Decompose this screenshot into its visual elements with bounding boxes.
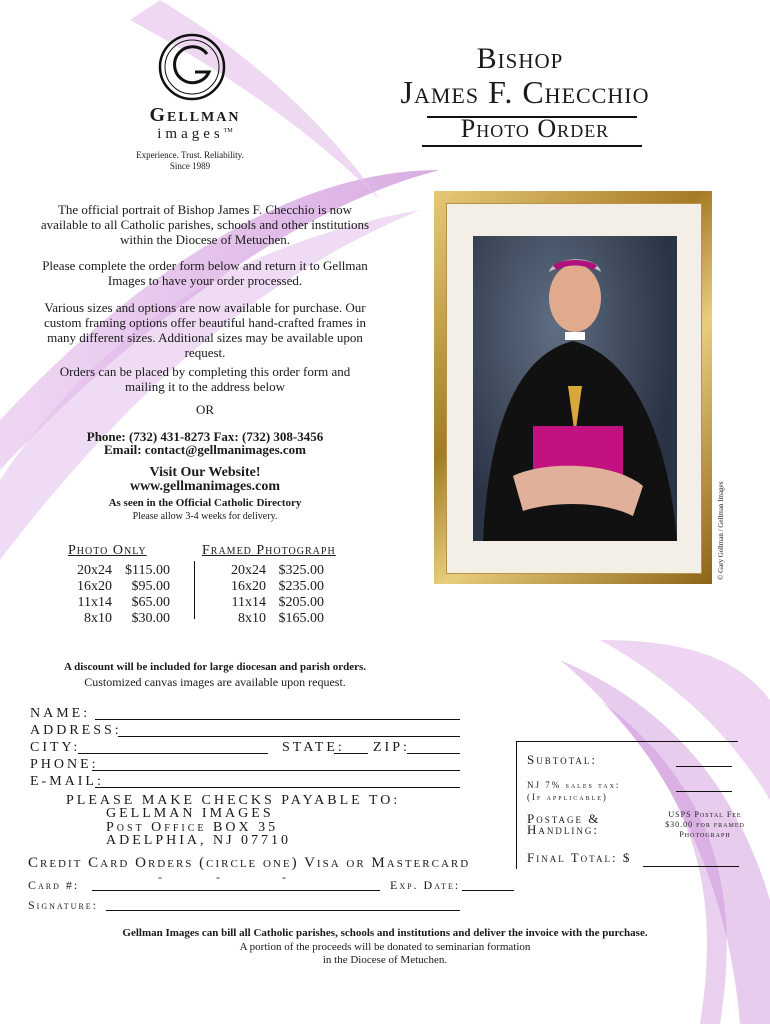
seen-in-directory: As seen in the Official Catholic Directory [108,497,302,509]
footer-billing: Gellman Images can bill all Catholic parishes, schools and institutions and deliver the invoice with the purchase. [122,927,648,939]
address-label: ADDRESS: [30,723,122,738]
price-size: 8x10 [84,611,112,626]
final-total-text: Final Total: [527,850,618,865]
gellman-logo [157,32,227,102]
title-line3: Photo Order [460,114,610,143]
postage-label-2: Handling: [527,822,599,837]
checks-payable-label: PLEASE MAKE CHECKS PAYABLE TO: [66,793,401,808]
payee-city: ADELPHIA, NJ 07710 [106,833,292,848]
subtotal-field[interactable] [676,752,732,767]
discount-note: A discount will be included for large diocesan and parish orders. [63,661,367,673]
city-field[interactable] [78,739,268,754]
title-rule-bottom [422,145,642,147]
bishop-portrait [473,236,677,541]
footer-donation-1: A portion of the proceeds will be donated to seminarian formation [239,941,531,953]
city-label: CITY: [30,740,81,755]
email-label: E-MAIL: [30,774,104,789]
photo-only-header: Photo Only [68,543,147,558]
tax-field[interactable] [676,777,732,792]
price-size: 16x20 [77,579,112,594]
usps-note-2: $30.00 for framed [665,820,745,829]
price-row [66,579,176,595]
portrait-frame [434,191,712,584]
card-dash-1: - [158,870,162,884]
title-line1: Bishop [476,42,564,75]
card-dash-3: - [282,870,286,884]
card-number-field[interactable] [92,876,380,891]
brand-sub: images™ [157,126,233,142]
payee-po-box: Post Office BOX 35 [106,820,279,835]
framed-prices [214,563,334,627]
intro-or: OR [195,402,215,417]
usps-note [650,810,760,840]
price-value: $95.00 [131,579,170,594]
phone-label: PHONE: [30,757,99,772]
price-size: 16x20 [231,579,266,594]
currency-symbol: $ [622,850,632,865]
tax-note: (If applicable) [527,792,608,802]
payee-name: GELLMAN IMAGES [106,806,274,821]
brand-since: Since 1989 [169,161,211,171]
price-row [214,611,334,627]
price-row [214,579,334,595]
visit-website: Visit Our Website! [149,465,261,480]
photo-credit: © Gary Gellman / Gellman Images [717,481,725,580]
price-value: $205.00 [278,595,324,610]
photo-only-prices [66,563,176,627]
price-value: $30.00 [131,611,170,626]
price-value: $165.00 [278,611,324,626]
price-row [66,563,176,579]
portrait-mat [446,203,702,574]
price-value: $115.00 [125,563,170,578]
price-value: $235.00 [278,579,324,594]
exp-date-field[interactable] [462,876,514,891]
subtotal-label: Subtotal: [527,752,597,767]
price-value: $325.00 [278,563,324,578]
price-size: 11x14 [231,595,266,610]
address-field[interactable] [118,722,460,737]
signature-field[interactable] [106,896,460,911]
price-row [214,563,334,579]
intro-p2: Please complete the order form below and return it to Gellman Images to have your order processed. [42,258,368,288]
zip-field[interactable] [407,739,460,754]
usps-note-3: Photograph [679,830,731,839]
card-dash-2: - [216,870,220,884]
intro-p3: Various sizes and options are now available for purchase. Our custom framing options offer beautiful hand-crafted frames in many different sizes. Additional sizes may be available upon request. [43,300,367,360]
totals-rule [516,741,738,742]
framed-header: Framed Photograph [202,543,336,558]
footer-donation-2: in the Diocese of Metuchen. [322,954,448,966]
credit-card-label: Credit Card Orders (circle one) Visa or Mastercard [28,855,471,871]
canvas-note: Customized canvas images are available upon request. [84,675,346,689]
name-field[interactable] [95,705,460,720]
website-link[interactable]: www.gellmanimages.com [129,479,281,494]
title-line2: James F. Checchio [400,74,650,110]
price-row [66,611,176,627]
final-total-label [527,850,631,866]
postage-label-1: Postage & [527,811,601,826]
signature-label: Signature: [28,898,99,912]
price-size: 11x14 [77,595,112,610]
final-total-field[interactable] [643,852,739,867]
exp-date-label: Exp. Date: [390,878,461,892]
price-value: $65.00 [131,595,170,610]
price-size: 20x24 [231,563,266,578]
intro-p4: Orders can be placed by completing this order form and mailing it to the address below [59,364,351,394]
price-row [214,595,334,611]
phone-field[interactable] [92,756,460,771]
state-field[interactable] [334,739,368,754]
contact-phone: Phone: (732) 431-8273 Fax: (732) 308-3456 [86,429,324,444]
name-label: NAME: [30,706,91,721]
email-field[interactable] [95,773,460,788]
card-number-label: Card #: [28,878,80,892]
intro-p1: The official portrait of Bishop James F. Checchio is now available to all Catholic parishes, schools and other institutions within the Diocese of Metuchen. [40,202,370,247]
price-size: 8x10 [238,611,266,626]
price-row [66,595,176,611]
zip-label: ZIP: [373,740,410,755]
tax-label: NJ 7% sales tax: [527,780,621,790]
bishop-figure [473,236,677,541]
price-divider [194,561,195,619]
price-size: 20x24 [77,563,112,578]
state-label: STATE: [282,740,345,755]
delivery-note: Please allow 3-4 weeks for delivery. [132,511,278,522]
brand-name: Gellman [149,104,241,126]
usps-note-1: USPS Postal Fee [668,810,742,819]
totals-left-rule [516,741,517,869]
contact-email[interactable]: Email: contact@gellmanimages.com [104,442,306,457]
brand-tagline: Experience. Trust. Reliability. [136,150,244,160]
